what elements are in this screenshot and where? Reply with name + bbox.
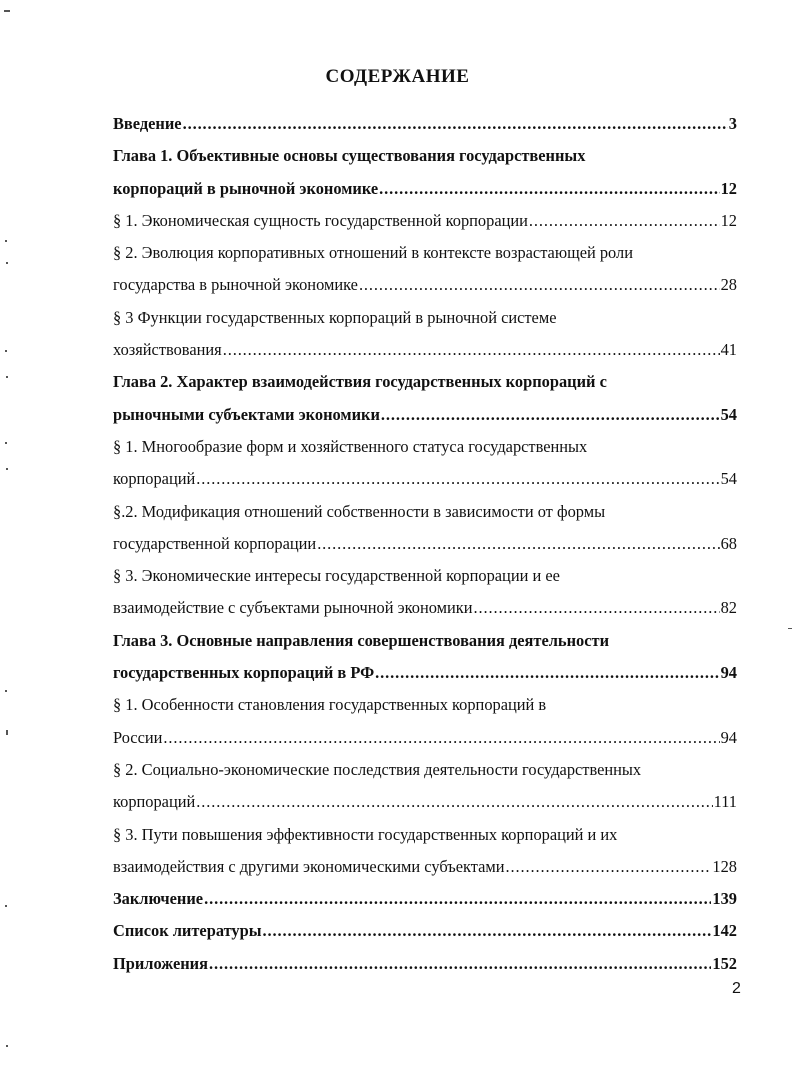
toc-text: государства в рыночной экономике xyxy=(113,275,358,295)
scan-speck xyxy=(6,730,8,735)
toc-leader xyxy=(317,528,719,560)
toc-line xyxy=(113,173,737,205)
toc-line xyxy=(113,528,737,560)
toc-page: 12 xyxy=(720,210,737,230)
toc-text: §.2. Модификация отношений собственности в зависимости от формы xyxy=(113,501,606,521)
toc-line xyxy=(113,722,737,754)
toc-page: 3 xyxy=(728,114,737,133)
toc-page: 128 xyxy=(712,856,737,876)
toc-page: 111 xyxy=(713,792,737,812)
toc-line xyxy=(113,431,737,463)
toc-line xyxy=(113,689,737,721)
scan-speck xyxy=(6,262,8,264)
toc-line xyxy=(113,915,737,947)
toc-line xyxy=(113,205,737,237)
toc-leader xyxy=(183,108,728,140)
toc-page: 54 xyxy=(720,469,737,489)
toc-line xyxy=(113,237,737,269)
scan-speck xyxy=(5,442,7,444)
toc-page: 12 xyxy=(720,178,737,198)
toc-leader xyxy=(204,883,711,915)
toc-text: Глава 3. Основные направления совершенствования деятельности xyxy=(113,630,610,650)
toc-leader xyxy=(223,334,720,366)
toc-text: государственной корпорации xyxy=(113,533,317,553)
toc-leader xyxy=(263,915,712,947)
scan-speck xyxy=(5,240,7,242)
toc-text: взаимодействия с другими экономическими субъектами xyxy=(113,856,505,876)
toc-page: 82 xyxy=(720,598,737,618)
toc-leader xyxy=(163,722,719,754)
toc-text: § 1. Экономическая сущность государственной корпорации xyxy=(113,210,528,230)
toc-line xyxy=(113,625,737,657)
toc-leader xyxy=(379,173,719,205)
toc-page: 54 xyxy=(720,404,737,424)
toc-text: хозяйствования xyxy=(113,340,222,360)
toc-page: 94 xyxy=(720,727,737,747)
toc-text: взаимодействие с субъектами рыночной экономики xyxy=(113,598,473,618)
toc-text: корпораций xyxy=(113,469,196,489)
scan-speck xyxy=(4,10,10,12)
toc-line xyxy=(113,399,737,431)
toc-text: § 2. Эволюция корпоративных отношений в контексте возрастающей роли xyxy=(113,243,633,263)
toc-page: 142 xyxy=(712,921,737,941)
toc-line xyxy=(113,366,737,398)
toc-line xyxy=(113,269,737,301)
toc-line xyxy=(113,560,737,592)
toc-text: корпораций xyxy=(113,792,196,812)
toc-text: государственных корпораций в РФ xyxy=(113,663,375,683)
toc-text: § 1. Многообразие форм и хозяйственного статуса государственных xyxy=(113,436,588,456)
toc-line xyxy=(113,302,737,334)
page-title: СОДЕРЖАНИЕ xyxy=(325,66,470,87)
toc-leader xyxy=(196,786,712,818)
table-of-contents xyxy=(113,108,737,980)
toc-text: Приложения xyxy=(113,953,208,973)
toc-text: Введение xyxy=(113,114,182,133)
page-number: 2 xyxy=(732,980,741,997)
toc-line xyxy=(113,463,737,495)
toc-page: 68 xyxy=(720,533,737,553)
toc-text: корпораций в рыночной экономике xyxy=(113,178,379,198)
scan-speck xyxy=(788,628,792,629)
scan-speck xyxy=(5,350,7,352)
toc-text: Глава 1. Объективные основы существования государственных xyxy=(113,146,586,166)
toc-text: § 3. Экономические интересы государственной корпорации и ее xyxy=(113,566,560,586)
toc-text: § 3. Пути повышения эффективности государственных корпораций и их xyxy=(113,824,618,844)
toc-text: § 1. Особенности становления государственных корпораций в xyxy=(113,695,547,715)
toc-text: Список литературы xyxy=(113,921,262,941)
toc-text: § 2. Социально-экономические последствия деятельности государственных xyxy=(113,759,642,779)
toc-line xyxy=(113,819,737,851)
toc-text: России xyxy=(113,727,163,747)
toc-leader xyxy=(381,399,720,431)
toc-line xyxy=(113,883,737,915)
toc-line xyxy=(113,140,737,172)
toc-page: 41 xyxy=(720,340,737,360)
scan-speck xyxy=(5,690,7,692)
scan-speck xyxy=(5,905,7,907)
toc-line xyxy=(113,851,737,883)
toc-page: 139 xyxy=(712,889,737,909)
scan-speck xyxy=(6,376,8,378)
toc-page: 28 xyxy=(720,275,737,295)
toc-leader xyxy=(209,948,711,980)
toc-page: 152 xyxy=(712,953,737,973)
toc-leader xyxy=(529,205,720,237)
toc-leader xyxy=(474,592,720,624)
toc-line xyxy=(113,657,737,689)
toc-line xyxy=(113,948,737,980)
toc-page: 94 xyxy=(720,663,737,683)
toc-leader xyxy=(375,657,719,689)
scan-speck xyxy=(6,468,8,470)
toc-line xyxy=(113,496,737,528)
toc-line xyxy=(113,754,737,786)
toc-leader xyxy=(196,463,719,495)
toc-text: Заключение xyxy=(113,889,204,909)
toc-line xyxy=(113,592,737,624)
scan-speck xyxy=(6,1045,8,1047)
toc-text: Глава 2. Характер взаимодействия государственных корпораций с xyxy=(113,372,607,392)
toc-line xyxy=(113,786,737,818)
toc-line xyxy=(113,334,737,366)
toc-text: рыночными субъектами экономики xyxy=(113,404,380,424)
toc-leader xyxy=(506,851,712,883)
toc-leader xyxy=(359,269,720,301)
toc-text: § 3 Функции государственных корпораций в рыночной системе xyxy=(113,307,557,327)
toc-line xyxy=(113,108,737,140)
